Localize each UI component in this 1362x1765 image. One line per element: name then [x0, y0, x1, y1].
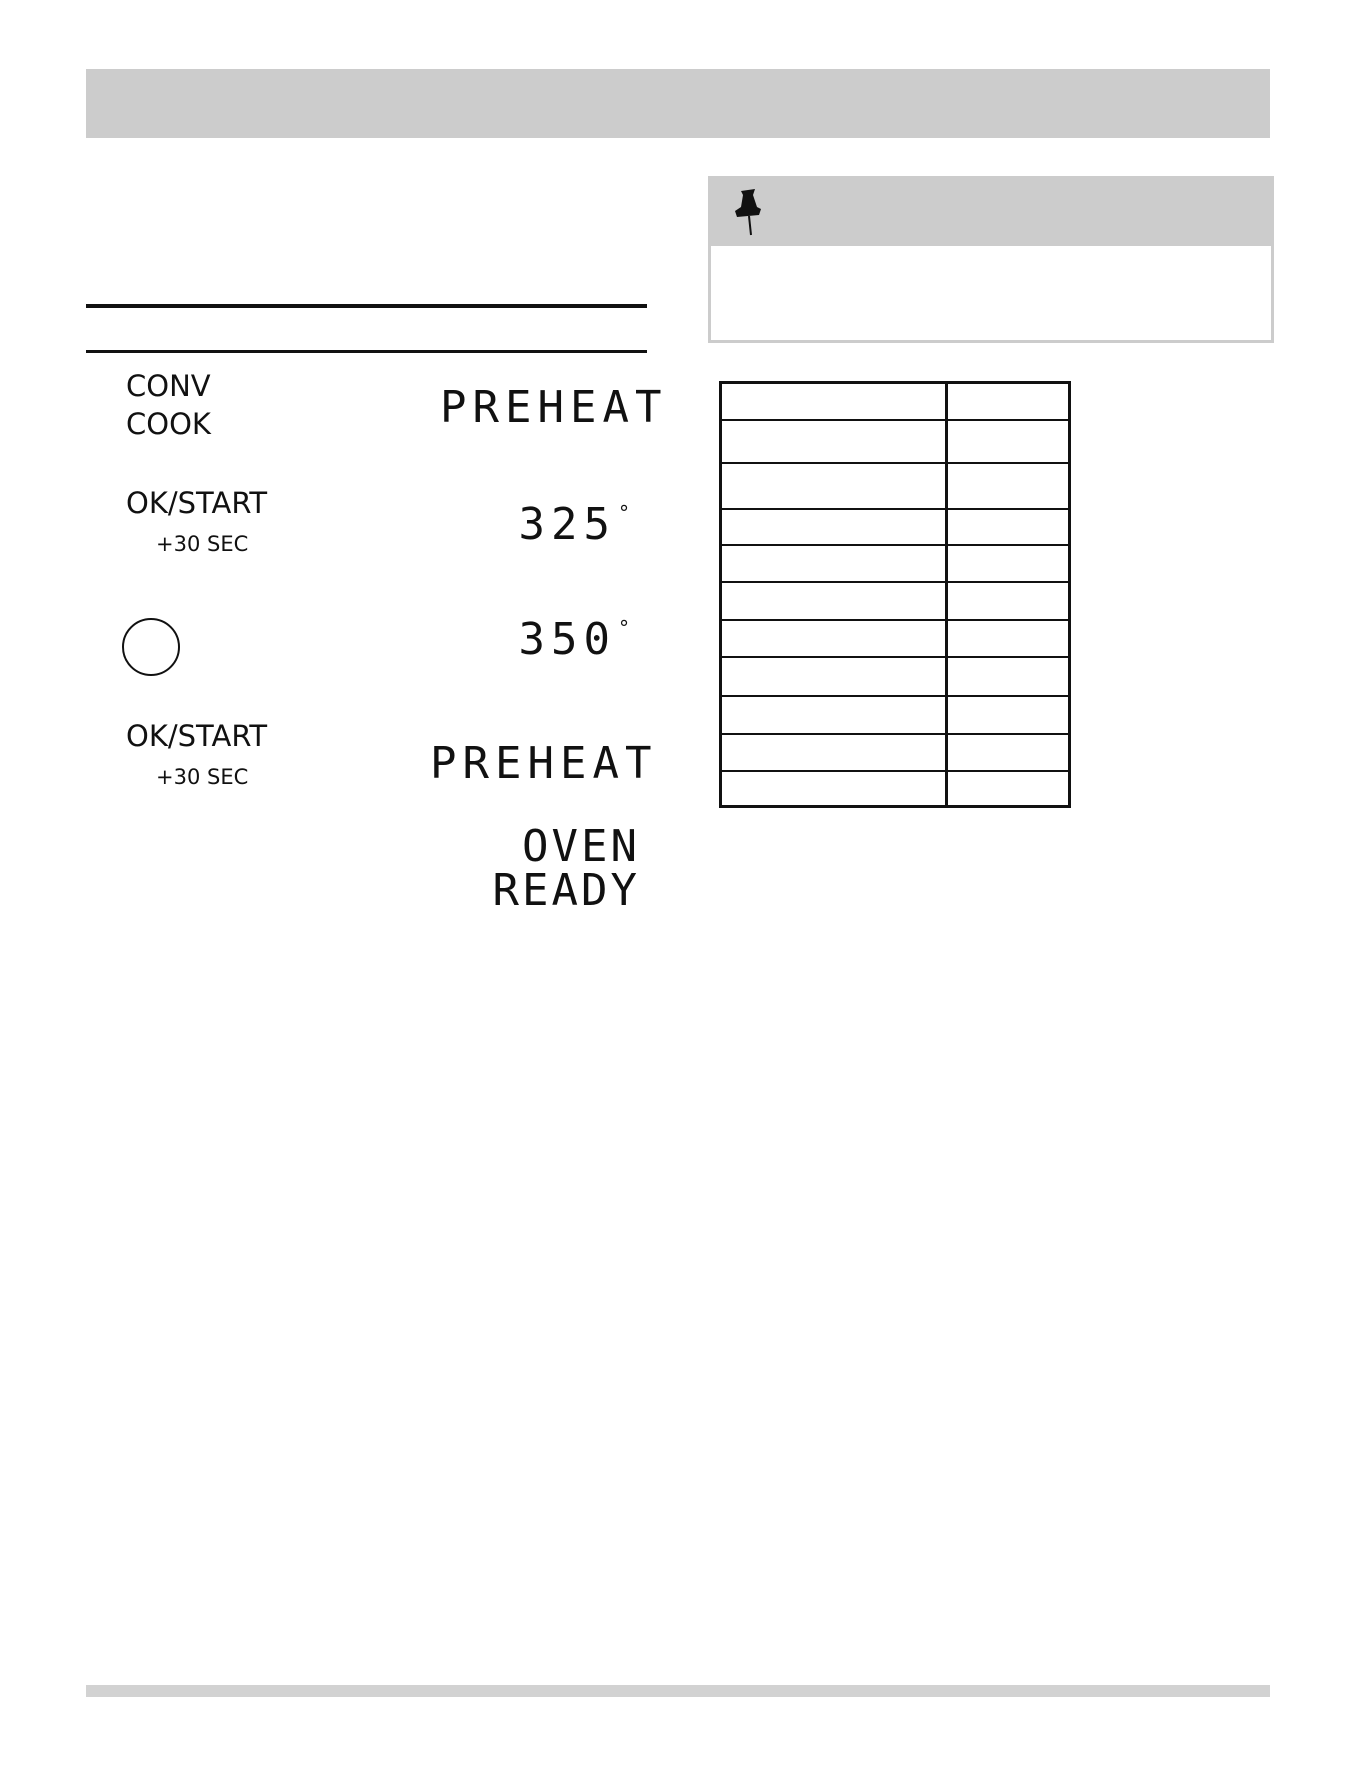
temperature-table	[719, 381, 1071, 808]
lcd-display-preheat-1: PREHEAT	[440, 382, 668, 433]
dial-icon	[122, 618, 180, 676]
lcd-display-temp-325: 325 °	[518, 499, 630, 550]
ok-start-button-label: OK/START	[126, 486, 268, 520]
section-rule-top	[86, 304, 647, 308]
table-row-line	[722, 770, 1068, 772]
lcd-display-oven-ready: OVEN READY	[492, 821, 640, 916]
conv-cook-button-label: CONV COOK	[126, 369, 211, 441]
lcd-display-temp-350: 350 °	[518, 614, 630, 665]
page-header-bar	[86, 69, 1270, 138]
table-row-line	[722, 462, 1068, 464]
ok-start-button-label-2: OK/START	[126, 719, 268, 753]
pushpin-icon	[731, 187, 767, 242]
table-row-line	[722, 581, 1068, 583]
lcd-display-preheat-2: PREHEAT	[430, 738, 658, 789]
plus-30-sec-label: +30 SEC	[156, 532, 249, 556]
table-row-line	[722, 544, 1068, 546]
table-row-line	[722, 656, 1068, 658]
table-row-line	[722, 419, 1068, 421]
plus-30-sec-label-2: +30 SEC	[156, 765, 249, 789]
note-box	[708, 176, 1274, 343]
table-row-line	[722, 619, 1068, 621]
table-row-line	[722, 508, 1068, 510]
section-rule-bottom	[86, 350, 647, 353]
table-column-divider	[945, 384, 948, 805]
table-row-line	[722, 733, 1068, 735]
page-footer-bar	[86, 1685, 1270, 1697]
note-header	[711, 179, 1271, 246]
table-row-line	[722, 695, 1068, 697]
